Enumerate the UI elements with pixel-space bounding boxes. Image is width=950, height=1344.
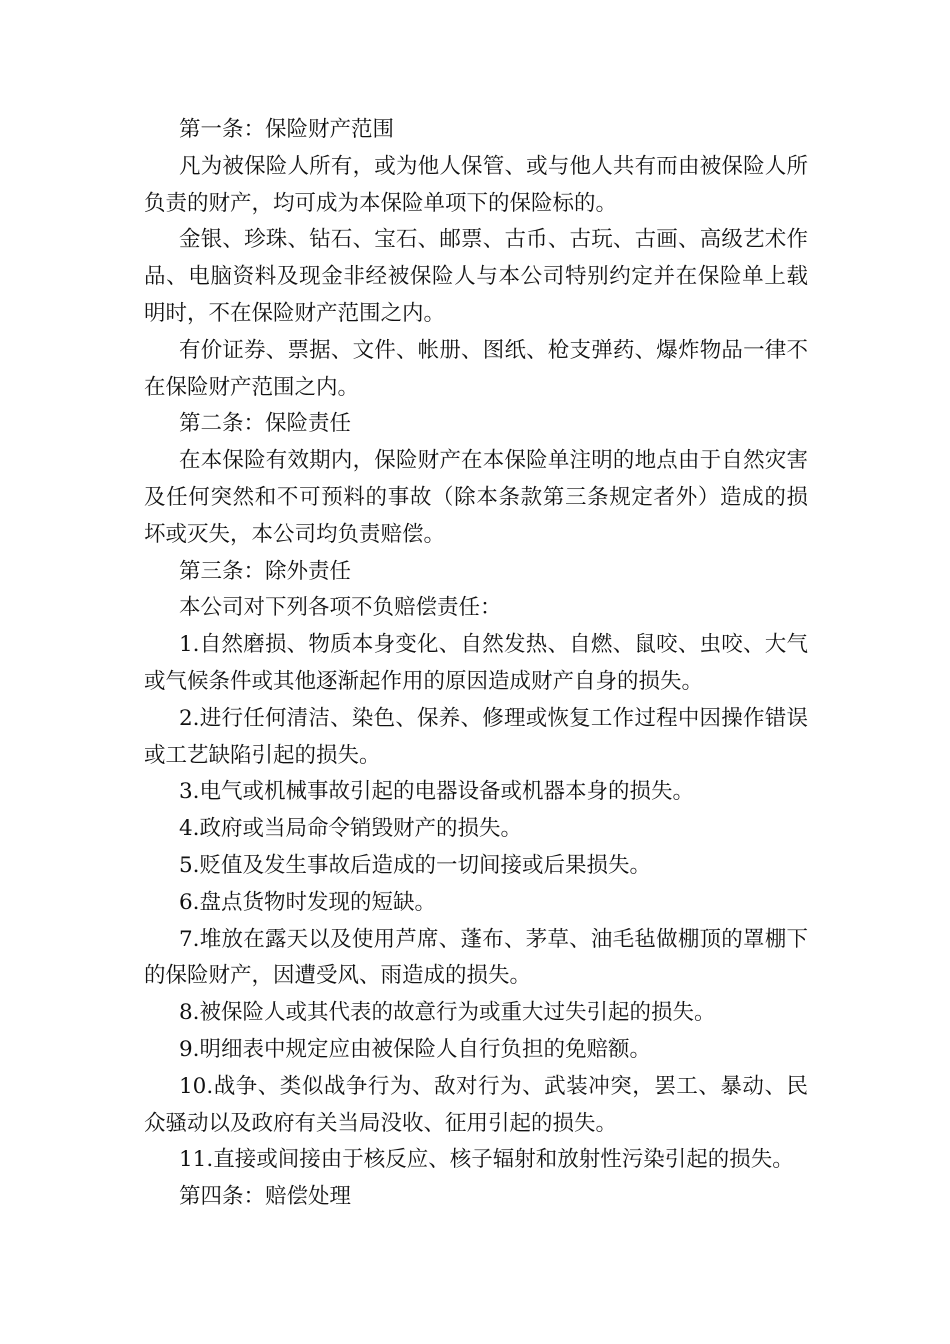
exclusion-item-8: 8.被保险人或其代表的故意行为或重大过失引起的损失。 xyxy=(179,1000,716,1026)
article-3-intro: 本公司对下列各项不负赔偿责任： xyxy=(179,595,502,621)
article-1-paragraph-valuables: 金银、珍珠、钻石、宝石、邮票、古币、古玩、古画、高级艺术作品、电脑资料及现金非经被保险人与本公司特别约定并在保险单上载明时，不在保险财产范围之内。 xyxy=(144,227,808,326)
exclusion-item-7: 7.堆放在露天以及使用芦席、蓬布、茅草、油毛毡做棚顶的罩棚下的保险财产，因遭受风、雨造成的损失。 xyxy=(144,926,808,989)
exclusion-item-11: 11.直接或间接由于核反应、核子辐射和放射性污染引起的损失。 xyxy=(179,1147,794,1173)
exclusion-item-10: 10.战争、类似战争行为、敌对行为、武装冲突，罢工、暴动、民众骚动以及政府有关当局没收、征用引起的损失。 xyxy=(144,1073,808,1136)
article-1-paragraph-scope: 凡为被保险人所有，或为他人保管、或与他人共有而由被保险人所负责的财产，均可成为本保险单项下的保险标的。 xyxy=(144,153,808,216)
exclusion-item-3: 3.电气或机械事故引起的电器设备或机器本身的损失。 xyxy=(179,779,695,805)
exclusion-item-4: 4.政府或当局命令销毁财产的损失。 xyxy=(179,816,523,842)
exclusion-item-9: 9.明细表中规定应由被保险人自行负担的免赔额。 xyxy=(179,1036,652,1062)
article-1-heading: 第一条：保险财产范围 xyxy=(179,117,395,142)
article-2-heading: 第二条：保险责任 xyxy=(179,411,352,437)
exclusion-item-2: 2.进行任何清洁、染色、保养、修理或恢复工作过程中因操作错误或工艺缺陷引起的损失。 xyxy=(144,705,808,768)
exclusion-item-5: 5.贬值及发生事故后造成的一切间接或后果损失。 xyxy=(179,852,652,878)
article-1-paragraph-securities: 有价证券、票据、文件、帐册、图纸、枪支弹药、爆炸物品一律不在保险财产范围之内。 xyxy=(144,337,808,400)
article-4-heading: 第四条：赔偿处理 xyxy=(179,1184,352,1210)
exclusion-item-1: 1.自然磨损、物质本身变化、自然发热、自燃、鼠咬、虫咬、大气或气候条件或其他逐渐起作用的原因造成财产自身的损失。 xyxy=(144,632,808,694)
article-3-heading: 第三条：除外责任 xyxy=(179,558,352,584)
article-2-paragraph-liability: 在本保险有效期内，保险财产在本保险单注明的地点由于自然灾害及任何突然和不可预料的事故（除本条款第三条规定者外）造成的损坏或灭失，本公司均负责赔偿。 xyxy=(144,448,808,547)
document-page xyxy=(144,112,808,1216)
exclusion-item-6: 6.盘点货物时发现的短缺。 xyxy=(179,889,437,915)
